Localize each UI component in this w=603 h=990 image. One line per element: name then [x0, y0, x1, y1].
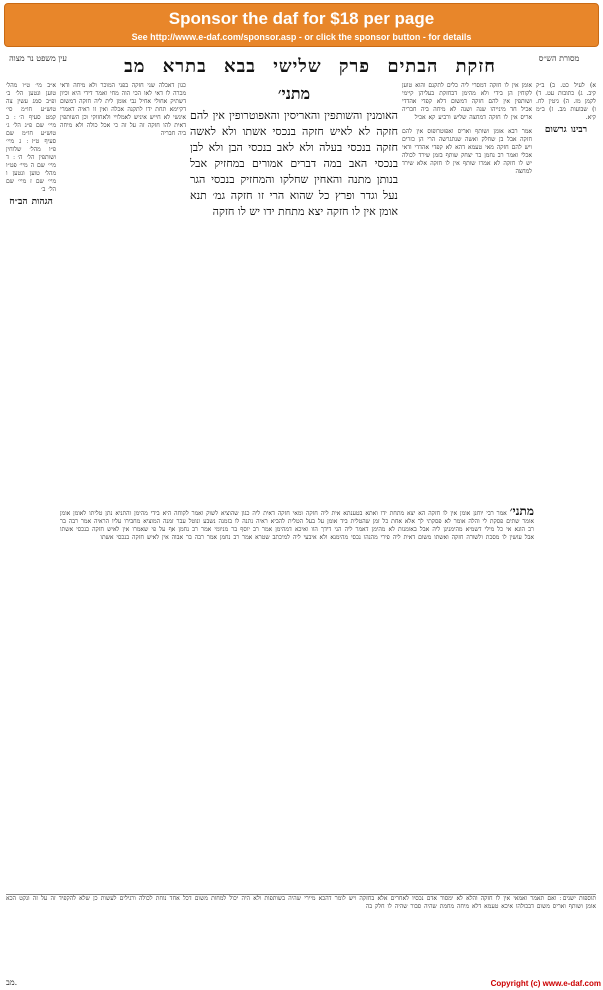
- ein-mishpat-column: [6, 82, 56, 722]
- footer-text: תוספות ישנים ׃ ואם תאמר ואמאי אין לו חזקה והלא לא ימסור אדם נכסיו לאחרים אלא בחזקה ויש לומר דהכא מיירי שהיה בשותפות ולא היה יכול למחות משום דכל אחד נוחת לכולה ורגילים לעשות כן שלא להקפיד זה על זה ונקט הכא אומן ושותף ואריס משום דבכולהו איכא טעמא דלא מיחה מחמת שהיה סבור שהיה לו חלק בה: [6, 895, 596, 910]
- footer-commentary: [6, 894, 596, 971]
- rashi-text: אומן אין לו חזקה דמסרי ליה כלים לתקנם והוא טוען לקוחין הן בידי ולא מהימן דבחזקת בעליהן קיימי ושותפין אין להם חזקה דמשום דלא קפדי אהדדי אכיל חד מינייהו שנה ושנה לא מיחה ביה חבריה אריס אין לו חזקה דמחצה שליש ורביע קא אכיל: [402, 82, 532, 121]
- talmud-page: [4, 52, 599, 976]
- sponsor-subtitle[interactable]: See http://www.e-daf.com/sponsor.asp - or click the sponsor button - for details: [131, 32, 472, 42]
- running-title: חזקת הבתים פרק שלישי בבא בתרא מב: [124, 56, 496, 77]
- gemara-text: האומנין והשותפין והאריסין והאפוטרופין אין להם חזקה לא לאיש חזקה בנכסי אשתו ולא לאשה חזקה בנכסי בעלה ולא לאב בנכסי הבן ולא לבן בנכסי האב במה דברים אמורים במחזיק אבל בנותן מתנה והאחין שחלקו והמחזיק בנכסי הגר נעל וגדר ופרץ כל שהוא הרי זו חזקה גמ׳ תנא אומן אין לו חזקה יצא מתחת ידו יש לו חזקה: [190, 109, 398, 218]
- rashi-column: [402, 82, 532, 572]
- right-commentary-text: אמר רבא אומן ושותף ואריס ואפוטרופוס אין להם חזקה אבל בן שחלק ואשה שנתגרשה הרי הן כזרים ויש להם חזקה מאי טעמא דהא לא קפדי אהדדי ודאי אכלי ואמר רב נחמן בר יצחק שותף בזמן שירד לכולה יש לו חזקה לא אמרו שותף אין לו חזקה אלא שירד למחצה: [402, 128, 532, 175]
- ein-mishpat-label: עין משפט נר מצוה: [9, 54, 67, 63]
- sponsor-banner[interactable]: [4, 3, 599, 47]
- mishna-label: מתני׳: [509, 507, 534, 518]
- masoret-text: א) לעיל כט. ב) ב״ק קיב. ג) כתובות עט. ד) לקמן מז. ה) גיטין לח. ו) שבועות מב. ז) ב״מ קיא.: [536, 82, 596, 121]
- hagahot-title: הגהות הב״ח: [9, 197, 53, 207]
- page-folio: מב.: [6, 978, 18, 987]
- lower-commentary: [60, 507, 534, 922]
- tosafot-text: כגון דאכלה שני חזקה בפני המוכר ולא מיחה ודאי מכרה לו דאי לאו הכי הוה מחי ואמר דידי היא וכיון דשתיק אחולי אחיל גבי אומן לית ליה חזקה דמשום דקיימא תחת ידו לתקנה אכלה ואין זו ראיה דאמרי אינשי לא חייש איניש לאמלויי ולאחזוקי וכן השותפין דאית להו חזקה זה על זה כי אכל כולה ולא מיחה ביה חבריה: [60, 82, 186, 137]
- lower-commentary-text: אמר רבי יוחנן אומן אין לו חזקה הא יצא מתחת ידו ואתא בטענתא אית ליה חזקה ומאי חזקה דאית ליה כגון שהוציא לשוק ואמר לקוחה היא בידי מהימן והתניא נתן טליתו לאומן אומן אומר שתים פסקת לי והלה אומר לא פסקתי לך אלא אחת כל זמן שהטלית ביד אומן על בעל הטלית להביא ראיה נתנה לו בזמנה נשבע ונוטל עבר זמנה המוציא מחבירו עליו הראיה אמר רבה בר רב הונא אי כל מילי דשמיא מהימנינן ליה אבל באומנות לא מהימן דאמר ליה הני דידך הוו ואיכא דמהימן אמר רב יוסף בר מניומי אמר רב נחמן אף על פי שאמרו אין לאיש חזקה בנכסי אשתו אבל עושין לו מסכת ולשורה חזקה ואשתו משום דאית ליה פירי מהנהו נכסי מהימנא ולא איבעי ליה למיכתב שטרא אמר רב נחמן אמר רבה בר אבוה אין לאיש חזקה בנכסי אשתו: [60, 510, 534, 541]
- tosafot-column: [60, 82, 186, 382]
- gemara-column: [190, 82, 398, 508]
- copyright-link[interactable]: Copyright (c) www.e-daf.com: [490, 979, 601, 988]
- page-header: [4, 52, 599, 82]
- masoret-column: [536, 82, 596, 702]
- sponsor-title[interactable]: Sponsor the daf for $18 per page: [168, 9, 435, 28]
- ein-mishpat-text: א״ב מי׳ ט״ו מהל׳ טוען ונטען הל׳ ב׳ ופ״ב סמג עשין צה טוש״ע חו״מ סי׳ קמט סעיף ה׳ ׃ ב מיי׳ שם פ״ג הל׳ ג׳ טוש״ע חו״מ שם סעיף ט״ז ׃ ג מיי׳ פ״ו מהל׳ שלוחין ושותפין הל׳ ה׳ ׃ ד מיי׳ שם ה מיי׳ פט״ו מהל׳ טוען ונטען ו מיי׳ שם ז מיי׳ שם הל׳ ב׳: [6, 82, 56, 193]
- masoret-hashas-label: מסורת הש״ס: [538, 54, 580, 63]
- rabbeinu-gershom-title: רבינו גרשום: [544, 125, 588, 135]
- gemara-opener: מתני׳: [277, 84, 311, 103]
